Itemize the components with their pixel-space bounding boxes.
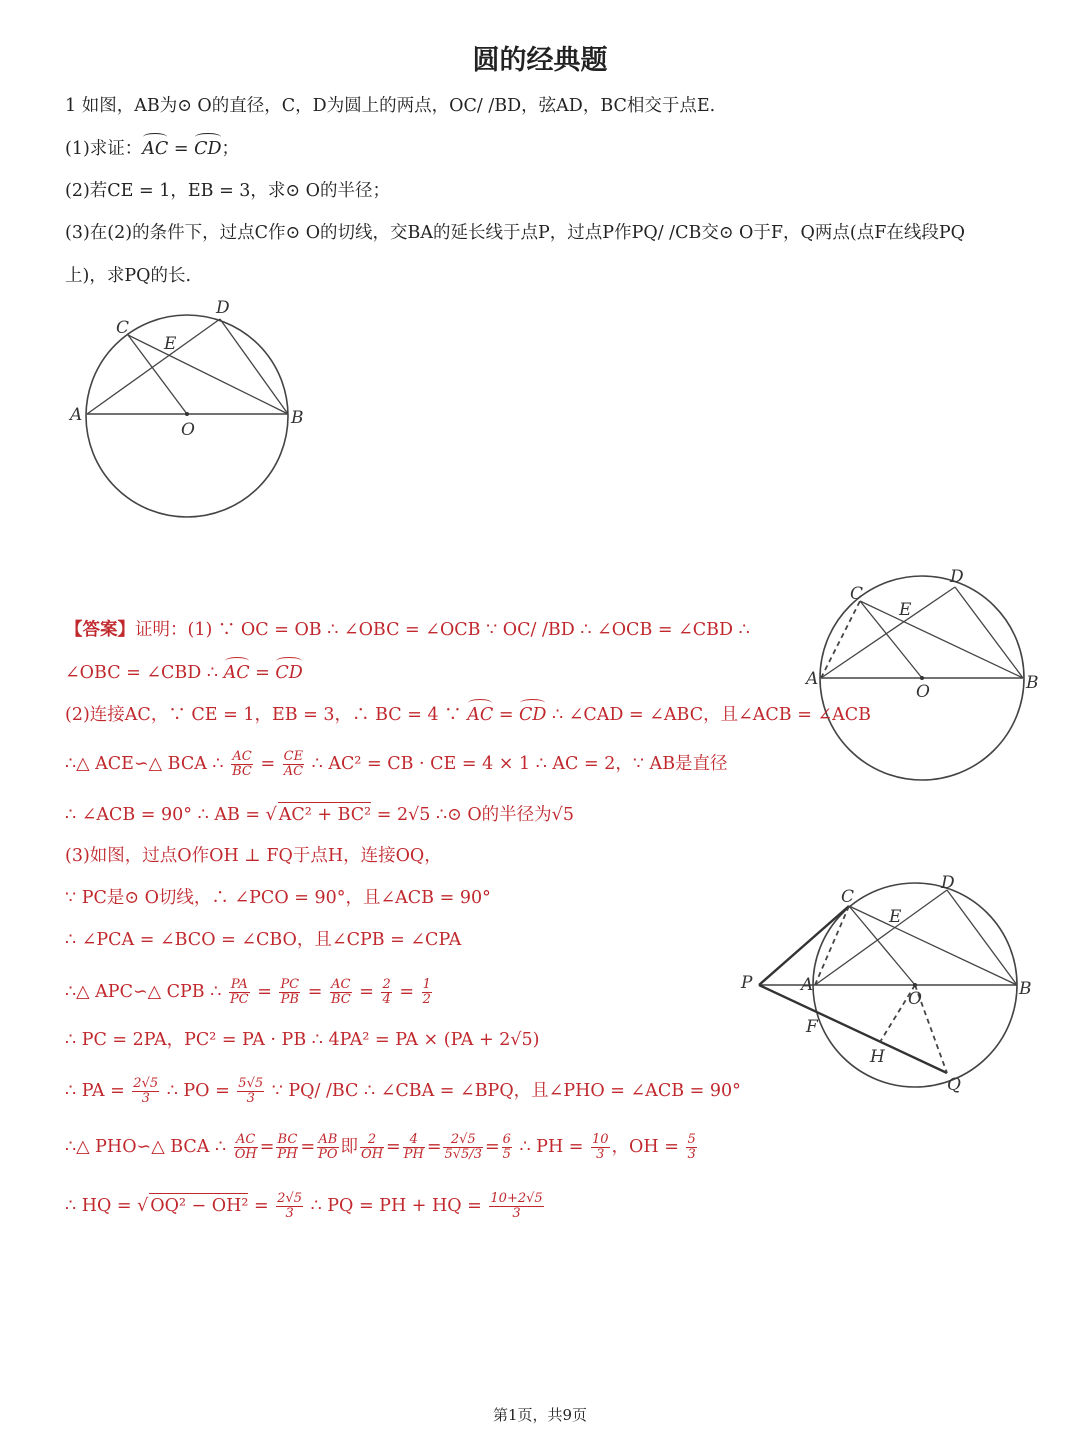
figure-2-circle-diagram bbox=[800, 565, 1050, 785]
a12-frac-3 bbox=[317, 1133, 338, 1162]
frac-num: 10 bbox=[592, 1132, 609, 1147]
frac-num: 4 bbox=[403, 1133, 425, 1148]
a2-eq: = bbox=[249, 663, 276, 683]
fig3-label-a: A bbox=[801, 975, 814, 995]
a13-mid: ∴ PQ = PH + HQ = bbox=[305, 1196, 488, 1216]
q2-prefix: (1)求证： bbox=[65, 139, 143, 159]
frac-den: 3 bbox=[687, 1147, 696, 1162]
a9-frac-1 bbox=[229, 978, 250, 1007]
fig3-label-q: Q bbox=[947, 1075, 961, 1095]
frac-den: 2 bbox=[422, 992, 431, 1007]
a11-frac-2 bbox=[237, 1077, 264, 1106]
frac-den: BC bbox=[330, 992, 351, 1007]
frac-den: PH bbox=[403, 1147, 424, 1162]
frac-num: AC bbox=[331, 977, 351, 992]
frac-den: 5 bbox=[502, 1147, 511, 1162]
fig3-label-h: H bbox=[870, 1047, 885, 1067]
answer-line-1 bbox=[65, 618, 750, 642]
frac-den: PH bbox=[277, 1147, 298, 1162]
answer-line-12: ∴△ PHO∽△ BCA ∴ $\frac{AC}{OH}$ = $\frac{BC}{PH}$ = $\frac{AB}{PO}$ 即 $\frac{2}{OH}$ = $\frac{4}{PH}$ = $\frac{2√5}{5√5/3}$ = $\frac{6}{5}$ ∴ PH = $\frac{10}{3}$ ，OH = $\frac{5}{3}$ bbox=[65, 1132, 696, 1162]
answer-line-1-text: 证明：(1) ∵ OC = OB ∴ ∠OBC = ∠OCB ∵ OC/ /BD ∴ ∠OCB = ∠CBD ∴ bbox=[135, 620, 750, 640]
a13-frac-1 bbox=[276, 1192, 303, 1221]
a4-eq: = bbox=[254, 754, 281, 774]
frac-num: 5√5 bbox=[238, 1076, 264, 1091]
answer-line-13 bbox=[65, 1192, 546, 1221]
fig1-label-d: D bbox=[216, 298, 230, 318]
frac-num: AB bbox=[318, 1132, 338, 1147]
frac-num: 2 bbox=[382, 977, 391, 992]
a12-frac-5 bbox=[403, 1133, 425, 1162]
frac-num: 1 bbox=[422, 977, 431, 992]
answer-line-8: ∴ ∠PCA = ∠BCO = ∠CBO，且∠CPB = ∠CPA bbox=[65, 930, 462, 950]
a4-post: ∴ AC² = CB · CE = 4 × 1 ∴ AC = 2，∵ AB是直径 bbox=[306, 754, 728, 774]
a12-frac-1 bbox=[234, 1133, 258, 1162]
fig1-label-c: C bbox=[116, 318, 130, 338]
a2-arc-cd: CD bbox=[275, 663, 303, 683]
a9-frac-3 bbox=[330, 978, 352, 1007]
fig2-label-o: O bbox=[916, 682, 930, 702]
a4-frac-1 bbox=[231, 750, 253, 779]
fig3-label-f: F bbox=[806, 1017, 818, 1037]
fig2-label-c: C bbox=[850, 584, 864, 604]
a12-mid2: ，OH = bbox=[611, 1137, 685, 1157]
a4-pre: ∴△ ACE∽△ BCA ∴ bbox=[65, 754, 230, 774]
answer-line-3 bbox=[65, 703, 871, 727]
answer-line-9: ∴△ APC∽△ CPB ∴ $\frac{PA}{PC}$ = $\frac{PC}{PB}$ = $\frac{AC}{BC}$ = $\frac{2}{4}$ = $\frac{1}{2}$ bbox=[65, 977, 431, 1007]
a11-pre: ∴ PA = bbox=[65, 1081, 131, 1101]
frac-den: 3 bbox=[246, 1091, 255, 1106]
frac-num: 2√5 bbox=[277, 1191, 302, 1206]
frac-den: 5√5/3 bbox=[444, 1147, 482, 1162]
q2-suffix: ； bbox=[221, 139, 240, 159]
fig2-label-e: E bbox=[899, 600, 912, 620]
frac-num: PC bbox=[280, 977, 300, 992]
a13-eq: = bbox=[248, 1196, 275, 1216]
fig1-label-e: E bbox=[164, 334, 177, 354]
a5-post: = 2√5 ∴⊙ O的半径为√5 bbox=[371, 805, 574, 825]
q2-eq: = bbox=[168, 139, 195, 159]
question-line-2 bbox=[65, 137, 239, 161]
question-line-1: 1 如图，AB为⊙ O的直径，C，D为圆上的两点，OC/ /BD，弦AD，BC相交于点E. bbox=[65, 96, 716, 116]
question-line-5: 上)，求PQ的长. bbox=[65, 266, 192, 286]
a12-frac-8 bbox=[591, 1133, 610, 1162]
a5-pre: ∴ ∠ACB = 90° ∴ AB = √ bbox=[65, 805, 277, 825]
a3-arc-cd: CD bbox=[519, 705, 547, 725]
frac-num: 10+2√5 bbox=[490, 1191, 543, 1206]
answer-line-10: ∴ PC = 2PA，PC² = PA · PB ∴ 4PA² = PA × (PA + 2√5) bbox=[65, 1030, 540, 1050]
frac-num: 2 bbox=[360, 1133, 384, 1148]
fig2-label-d: D bbox=[950, 567, 964, 587]
a3-pre: (2)连接AC，∵ CE = 1，EB = 3，∴ BC = 4 ∵ bbox=[65, 705, 468, 725]
a3-post: ∴ ∠CAD = ∠ABC，且∠ACB = ∠ACB bbox=[546, 705, 872, 725]
frac-num: 2√5 bbox=[443, 1133, 482, 1148]
frac-den: 3 bbox=[596, 1147, 605, 1162]
a4-frac-2 bbox=[283, 750, 304, 779]
answer-line-6: (3)如图，过点O作OH ⊥ FQ于点H，连接OQ， bbox=[65, 846, 442, 866]
a9-frac-5 bbox=[422, 978, 432, 1007]
frac-num: 5 bbox=[687, 1132, 696, 1147]
frac-num: 2√5 bbox=[133, 1076, 159, 1091]
a13-radicand: OQ² − OH² bbox=[149, 1193, 248, 1218]
fig1-label-a: A bbox=[70, 405, 83, 425]
a12-mid: ∴ PH = bbox=[513, 1137, 590, 1157]
a9-frac-4 bbox=[381, 978, 391, 1007]
fig3-label-p: P bbox=[741, 973, 753, 993]
question-line-4: (3)在(2)的条件下，过点C作⊙ O的切线，交BA的延长线于点P，过点P作PQ/ /CB交⊙ O于F，Q两点(点F在线段PQ bbox=[65, 223, 965, 243]
frac-den: 3 bbox=[285, 1206, 294, 1221]
a12-frac-6 bbox=[443, 1133, 482, 1162]
page-title: 圆的经典题 bbox=[472, 45, 608, 76]
fig1-label-o: O bbox=[181, 420, 195, 440]
fig3-label-b: B bbox=[1019, 979, 1032, 999]
fig1-label-b: B bbox=[291, 408, 304, 428]
frac-num: 6 bbox=[502, 1132, 511, 1147]
fig3-label-c: C bbox=[841, 887, 855, 907]
frac-num: AC bbox=[234, 1133, 258, 1148]
frac-num: AC bbox=[232, 749, 252, 764]
frac-den: 4 bbox=[382, 992, 391, 1007]
answer-line-11 bbox=[65, 1077, 741, 1106]
a9-frac-2 bbox=[279, 978, 300, 1007]
a11-mid: ∴ PO = bbox=[161, 1081, 236, 1101]
frac-den: AC bbox=[283, 764, 304, 779]
a13-pre: ∴ HQ = √ bbox=[65, 1196, 149, 1216]
frac-den: PB bbox=[280, 992, 299, 1007]
a12-frac-9 bbox=[686, 1133, 696, 1162]
frac-num: CE bbox=[283, 749, 304, 764]
a12-pre: ∴△ PHO∽△ BCA ∴ bbox=[65, 1137, 232, 1157]
a12-ji: 即 bbox=[340, 1137, 359, 1157]
frac-num: BC bbox=[277, 1132, 298, 1147]
a2-pre: ∠OBC = ∠CBD ∴ bbox=[65, 663, 224, 683]
a11-frac-1 bbox=[132, 1077, 159, 1106]
fig3-label-d: D bbox=[941, 873, 955, 893]
a9-pre: ∴△ APC∽△ CPB ∴ bbox=[65, 982, 227, 1002]
frac-den: BC bbox=[232, 764, 252, 779]
fig3-label-e: E bbox=[889, 907, 902, 927]
frac-den: 3 bbox=[512, 1206, 521, 1221]
answer-line-4 bbox=[65, 750, 728, 779]
arc-cd: CD bbox=[194, 139, 222, 159]
frac-den: 3 bbox=[141, 1091, 150, 1106]
fig2-label-a: A bbox=[806, 669, 819, 689]
page-footer: 第1页，共9页 bbox=[492, 1406, 588, 1424]
answer-line-5 bbox=[65, 802, 574, 827]
frac-den: PO bbox=[318, 1147, 338, 1162]
answer-tag: 【答案】 bbox=[65, 620, 135, 640]
a13-frac-2 bbox=[489, 1192, 543, 1221]
answer-line-7: ∵ PC是⊙ O切线，∴ ∠PCO = 90°，且∠ACB = 90° bbox=[65, 888, 491, 908]
a2-arc-ac: AC bbox=[223, 663, 250, 683]
a12-frac-7 bbox=[502, 1133, 512, 1162]
frac-den: PC bbox=[229, 992, 249, 1007]
answer-line-2 bbox=[65, 661, 303, 685]
a11-post: ∵ PQ/ /BC ∴ ∠CBA = ∠BPQ，且∠PHO = ∠ACB = 90° bbox=[266, 1081, 741, 1101]
a5-radicand: AC² + BC² bbox=[278, 802, 371, 827]
a3-arc-ac: AC bbox=[467, 705, 494, 725]
frac-den: OH bbox=[234, 1147, 257, 1162]
fig3-label-o: O bbox=[908, 989, 922, 1009]
a12-frac-4 bbox=[360, 1133, 384, 1162]
figure-1-circle-diagram bbox=[60, 295, 320, 525]
fig2-label-b: B bbox=[1026, 673, 1039, 693]
frac-den: OH bbox=[361, 1147, 384, 1162]
frac-num: PA bbox=[230, 977, 248, 992]
a12-frac-2 bbox=[276, 1133, 298, 1162]
arc-ac: AC bbox=[142, 139, 169, 159]
question-line-3: (2)若CE = 1，EB = 3，求⊙ O的半径； bbox=[65, 181, 391, 201]
a3-eq: = bbox=[493, 705, 520, 725]
figure-3-tangent-diagram bbox=[735, 870, 1035, 1100]
